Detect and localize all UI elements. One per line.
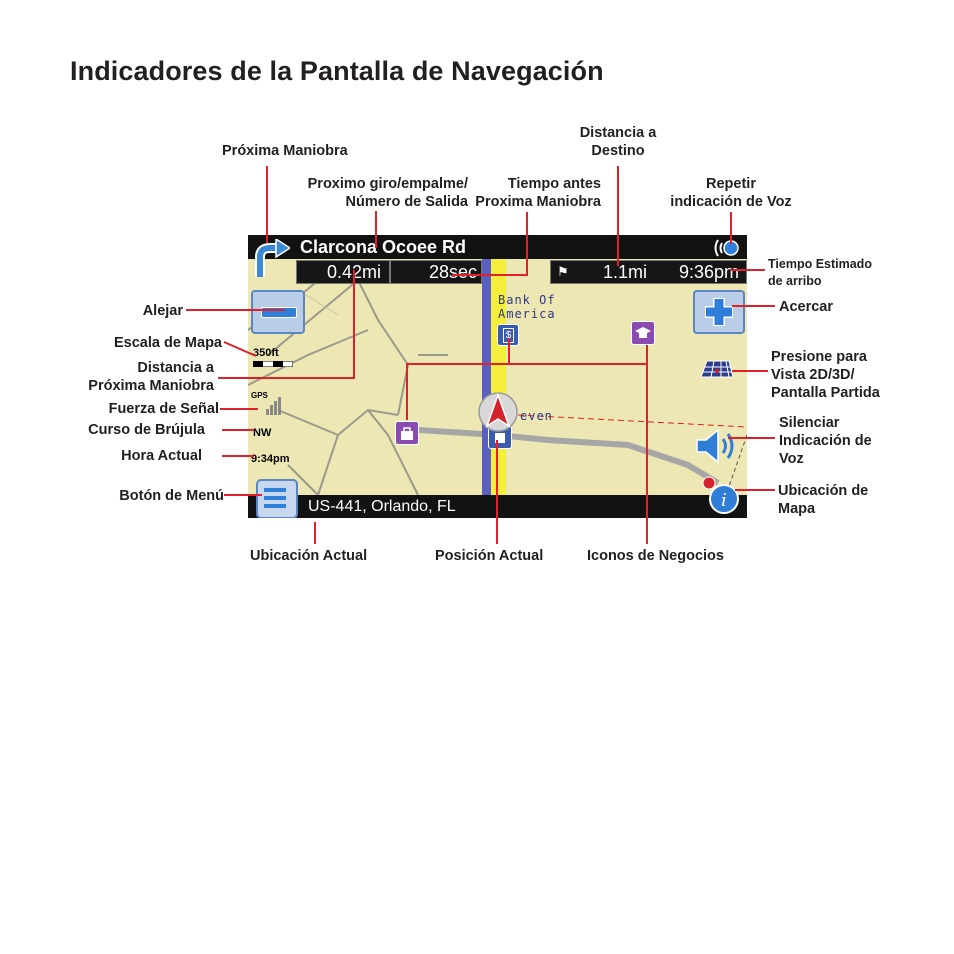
label-ubicacion-mapa-line2: Mapa [778,501,816,517]
label-distancia-maniobra-line2: Próxima Maniobra [88,378,214,394]
label-tiempo-estimado-line2: de arribo [768,274,822,288]
gps-label: GPS [251,391,268,400]
checkered-flag-icon: ⚑ [557,264,569,279]
compass-heading: NW [253,427,272,439]
label-proxima-maniobra: Próxima Maniobra [222,143,348,159]
label-posicion-actual: Posición Actual [435,548,544,564]
label-distancia-destino-line2: Destino [591,143,645,159]
current-location-text: US-441, Orlando, FL [308,498,456,515]
label-proximo-giro-line1: Proximo giro/empalme/ [307,176,468,192]
bank-poi-icon[interactable]: $ [497,324,519,346]
poi-bank-line2: America [498,307,556,321]
label-ubicacion-actual: Ubicación Actual [250,548,368,564]
eta-value: 9:36pm [679,262,740,282]
label-silenciar-line1: Silenciar [779,415,840,431]
label-presione-line2: Vista 2D/3D/ [771,367,855,383]
page-title: Indicadores de la Pantalla de Navegación [70,56,604,86]
label-presione-line1: Presione para [771,349,867,365]
label-alejar: Alejar [142,303,183,319]
label-tiempo-antes-line2: Proxima Maniobra [475,194,601,210]
label-repetir-line1: Repetir [706,176,756,192]
label-repetir-line2: indicación de Voz [670,194,792,210]
label-curso-brujula: Curso de Brújula [88,422,205,438]
time-next-value: 28sec [429,262,478,282]
label-proximo-giro-line2: Número de Salida [345,194,468,210]
label-hora-actual: Hora Actual [121,448,202,464]
label-acercar: Acercar [779,299,834,315]
svg-text:i: i [721,490,727,511]
map-scale: 350ft [253,347,279,359]
label-tiempo-antes-line1: Tiempo antes [507,176,601,192]
distance-destination-value: 1.1mi [603,262,648,282]
distance-next-value: 0.42mi [327,262,382,282]
label-escala-mapa: Escala de Mapa [114,335,222,351]
poi-seven-label: even [520,409,553,423]
label-ubicacion-mapa-line1: Ubicación de [778,483,869,499]
label-iconos-negocios: Iconos de Negocios [587,548,724,564]
current-time: 9:34pm [251,453,290,465]
next-street-name: Clarcona Ocoee Rd [300,237,467,257]
label-silenciar-line3: Voz [779,451,804,467]
label-tiempo-estimado-line1: Tiempo Estimado [768,257,872,271]
label-boton-menu: Botón de Menú [119,488,224,504]
label-distancia-destino-line1: Distancia a [579,125,657,141]
label-presione-line3: Pantalla Partida [771,385,880,401]
label-distancia-maniobra-line1: Distancia a [137,360,214,376]
label-silenciar-line2: Indicación de [779,433,872,449]
label-fuerza-senal: Fuerza de Señal [108,401,219,417]
poi-bank-line1: Bank Of [498,293,556,307]
